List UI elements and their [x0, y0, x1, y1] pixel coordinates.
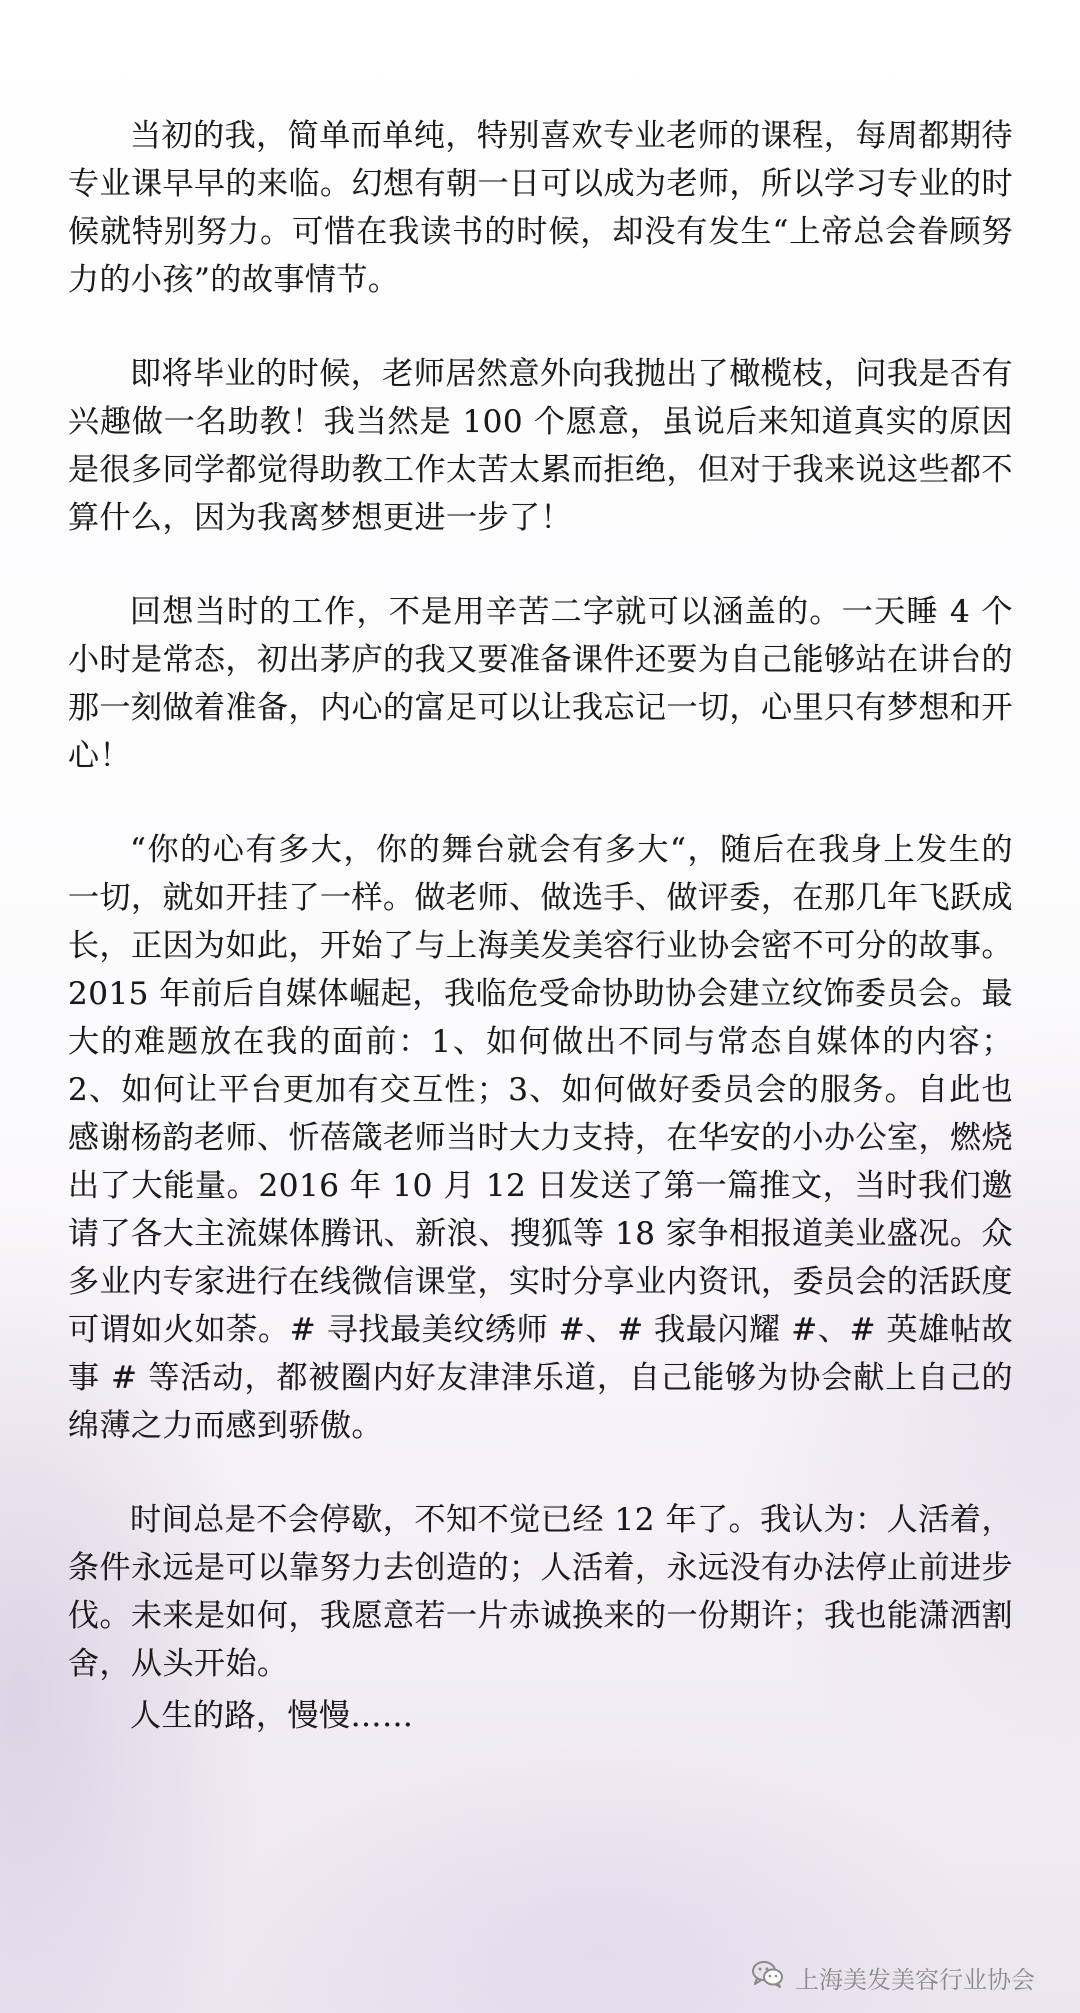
- closing-line: 人生的路，慢慢……: [130, 1698, 414, 1734]
- wechat-icon: [751, 1959, 785, 1995]
- paragraph-1: 当初的我，简单而单纯，特别喜欢专业老师的课程，每周都期待专业课早早的来临。幻想有朝一日可以成为老师，所以学习专业的时候就特别努力。可惜在我读书的时候，却没有发生“上帝总会眷顾努力的小孩”的故事情节。: [68, 118, 1013, 298]
- account-watermark: [751, 1959, 1035, 1995]
- paragraph-4: “你的心有多大，你的舞台就会有多大“，随后在我身上发生的一切，就如开挂了一样。做老师、做选手、做评委，在那几年飞跃成长，正因为如此，开始了与上海美发美容行业协会密不可分的故事。2015 年前后自媒体崛起，我临危受命协助协会建立纹饰委员会。最大的难题放在我的面前：1、如何做出不同与常态自媒体的内容；2、如何让平台更加有交互性；3、如何做好委员会的服务。自此也感谢杨韵老师、忻蓓箴老师当时大力支持，在华安的小办公室，燃烧出了大能量。2016 年 10 月 12 日发送了第一篇推文，当时我们邀请了各大主流媒体腾讯、新浪、搜狐等 18 家争相报道美业盛况。众多业内专家进行在线微信课堂，实时分享业内资讯，委员会的活跃度可谓如火如荼。# 寻找最美纹绣师 #、# 我最闪耀 #、# 英雄帖故事 # 等活动，都被圈内好友津津乐道，自己能够为协会献上自己的绵薄之力而感到骄傲。: [68, 832, 1013, 1444]
- paragraph-5: 时间总是不会停歇，不知不觉已经 12 年了。我认为：人活着，条件永远是可以靠努力去创造的；人活着，永远没有办法停止前进步伐。未来是如何，我愿意若一片赤诚换来的一份期许；我也能潇洒割舍，从头开始。: [68, 1502, 1013, 1682]
- paragraph-3: 回想当时的工作，不是用辛苦二字就可以涵盖的。一天睡 4 个小时是常态，初出茅庐的我又要准备课件还要为自己能够站在讲台的那一刻做着准备，内心的富足可以让我忘记一切，心里只有梦想和开心！: [68, 594, 1013, 774]
- watermark-text: 上海美发美容行业协会: [795, 1965, 1035, 1994]
- article-body: [68, 112, 1013, 1740]
- paragraph-2: 即将毕业的时候，老师居然意外向我抛出了橄榄枝，问我是否有兴趣做一名助教！我当然是 100 个愿意，虽说后来知道真实的原因是很多同学都觉得助教工作太苦太累而拒绝，但对于我来说这些都不算什么，因为我离梦想更进一步了！: [68, 356, 1013, 536]
